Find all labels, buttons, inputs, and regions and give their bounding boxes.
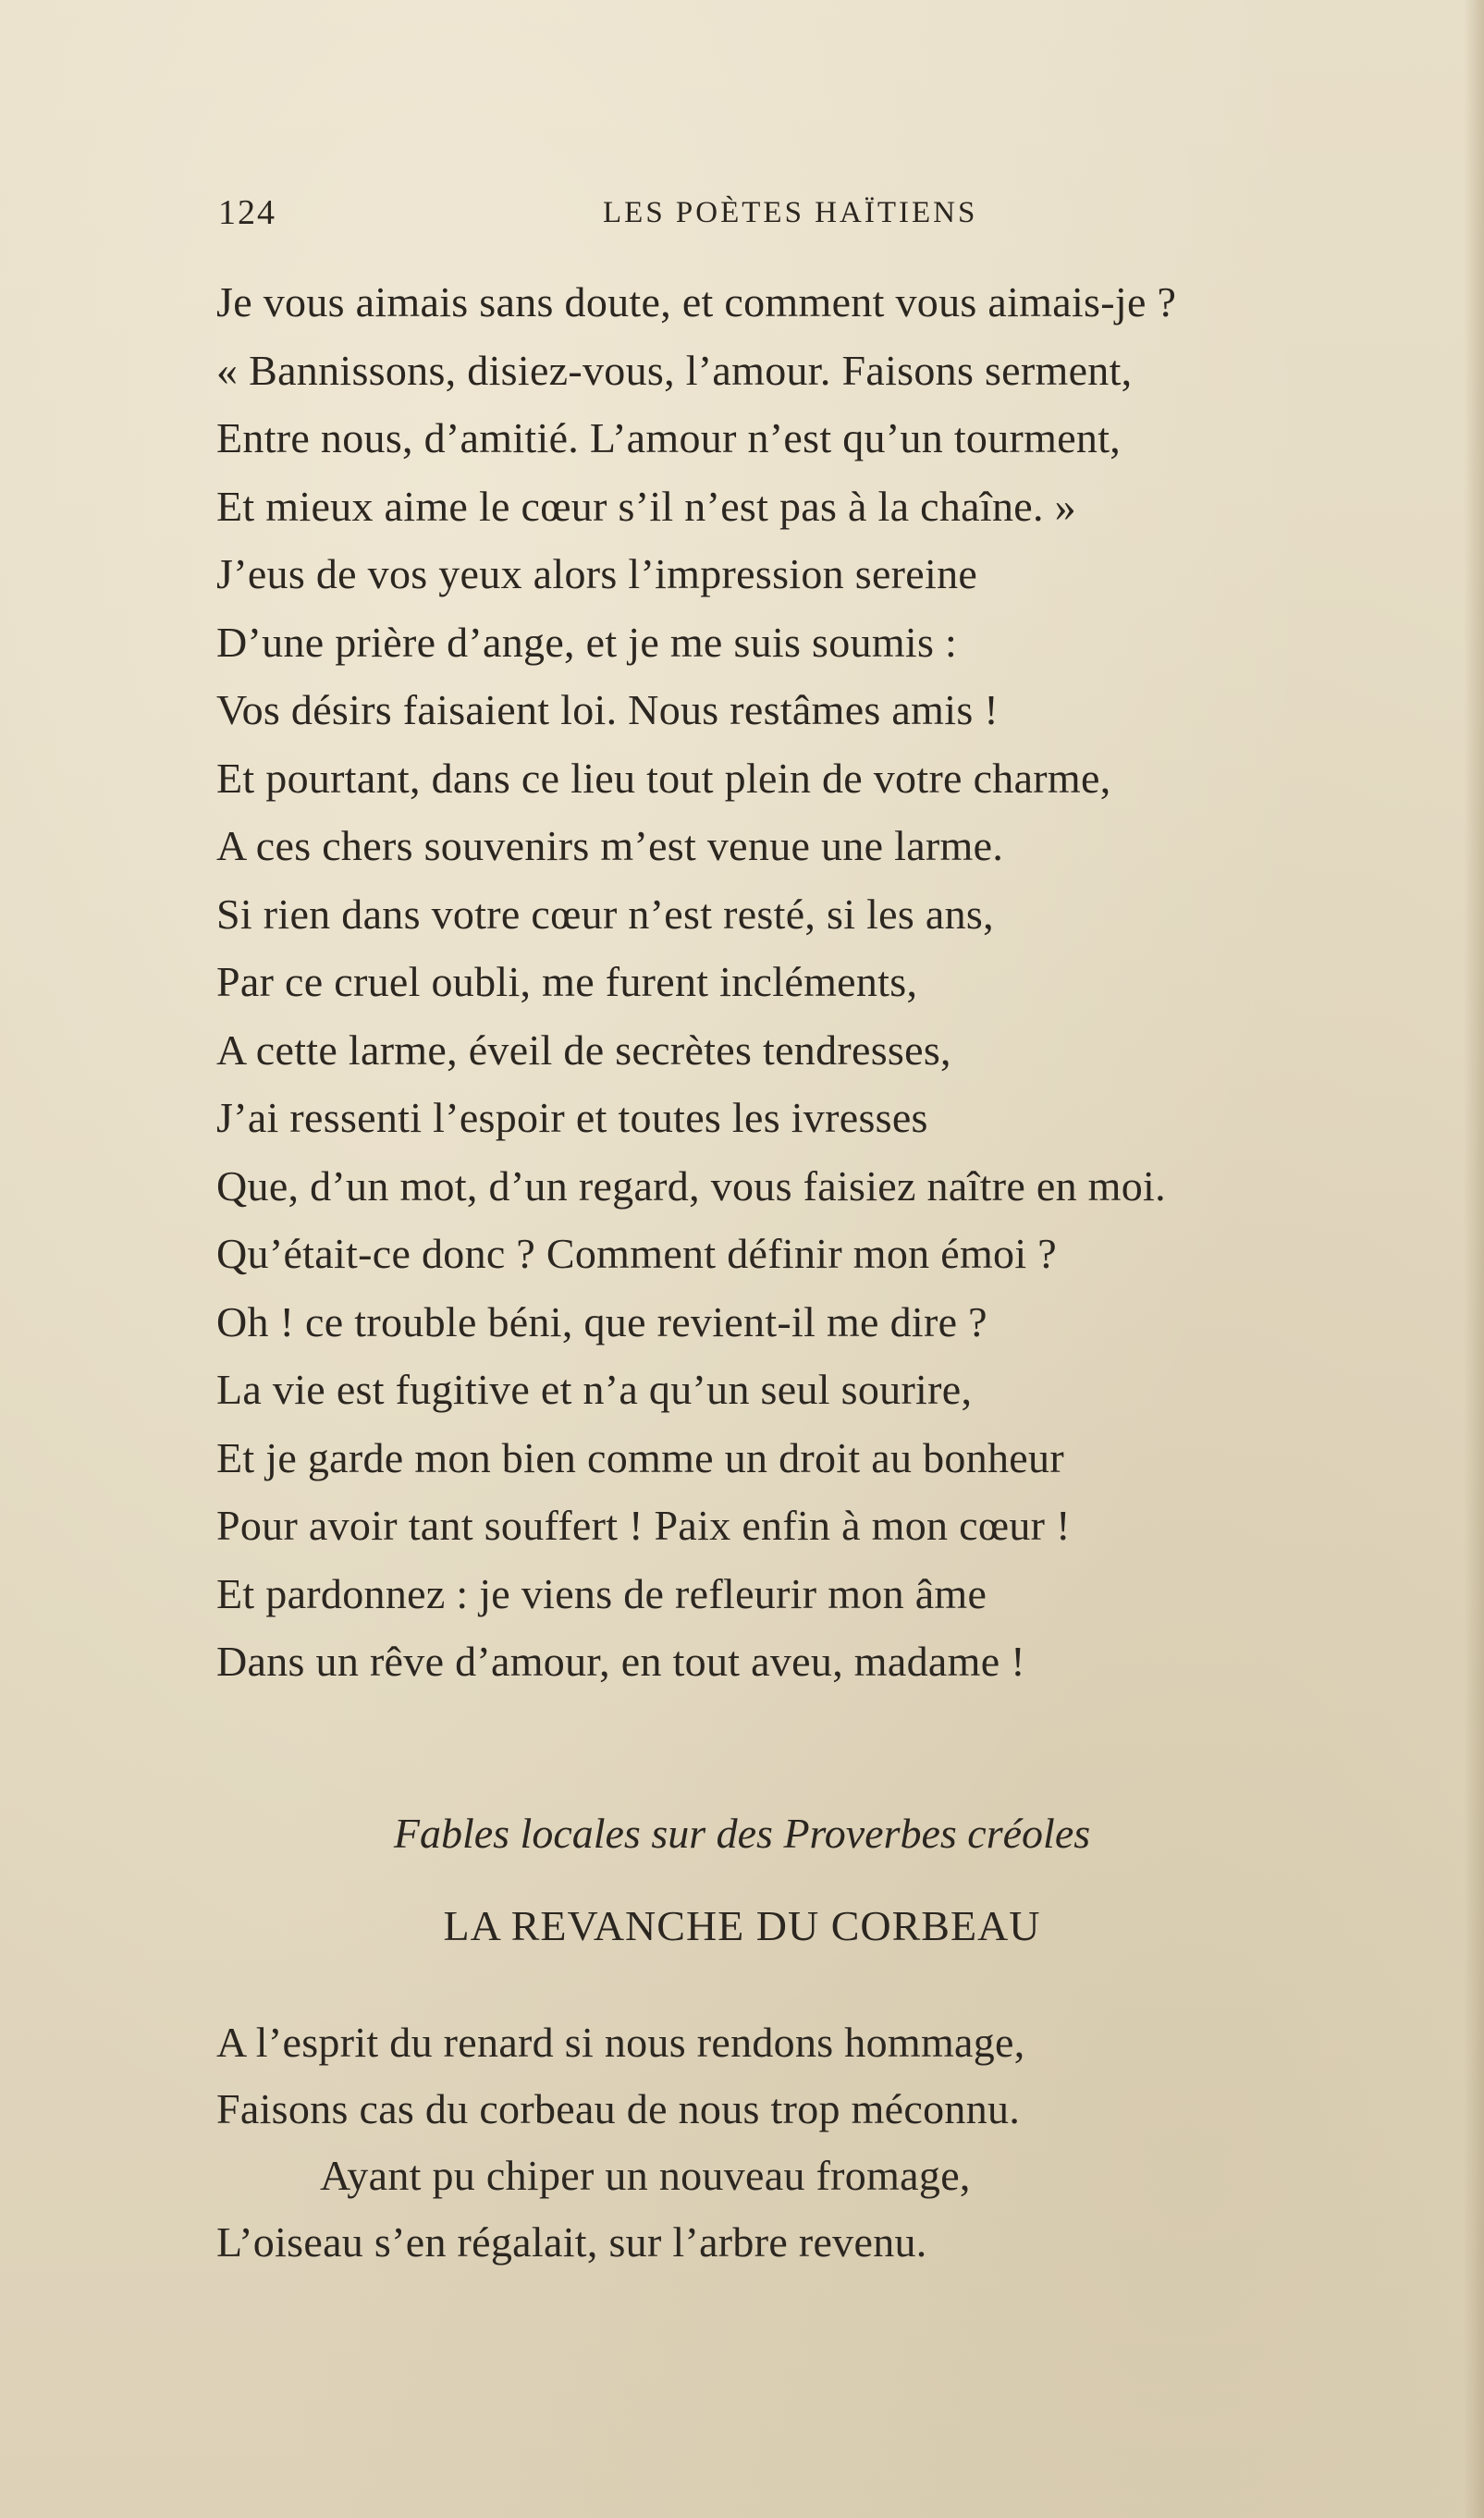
- verse-line: « Bannissons, disiez-vous, l’amour. Faisons serment,: [216, 346, 1133, 394]
- verse-line: Par ce cruel oubli, me furent incléments,: [216, 958, 918, 1005]
- verse-line: Et pourtant, dans ce lieu tout plein de votre charme,: [216, 754, 1111, 802]
- verse-line: La vie est fugitive et n’a qu’un seul sourire,: [216, 1366, 973, 1413]
- verse-line: Et pardonnez : je viens de refleurir mon âme: [216, 1569, 987, 1617]
- verse-line: A l’esprit du renard si nous rendons hommage,: [216, 2019, 1025, 2066]
- verse-line: Vos désirs faisaient loi. Nous restâmes amis !: [216, 686, 999, 733]
- verse-line: Et mieux aime le cœur s’il n’est pas à la chaîne. »: [216, 482, 1076, 530]
- verse-line: Faisons cas du corbeau de nous trop méconnu.: [216, 2085, 1021, 2132]
- fable-title: LA REVANCHE DU CORBEAU: [443, 1902, 1041, 1949]
- verse-line: J’ai ressenti l’espoir et toutes les ivresses: [216, 1094, 928, 1141]
- verse-line: Entre nous, d’amitié. L’amour n’est qu’un tourment,: [216, 414, 1122, 461]
- verse-line: Oh ! ce trouble béni, que revient-il me dire ?: [216, 1297, 987, 1345]
- section-heading: Fables locales sur des Proverbes créoles: [393, 1810, 1091, 1857]
- verse-line: Dans un rêve d’amour, en tout aveu, madame !: [216, 1638, 1025, 1685]
- verse-line: L’oiseau s’en régalait, sur l’arbre revenu.: [216, 2218, 927, 2266]
- verse-line: Je vous aimais sans doute, et comment vous aimais-je ?: [216, 278, 1177, 325]
- poem-stanza: [216, 268, 1455, 1696]
- running-head: [0, 185, 1484, 240]
- verse-line-indented: Ayant pu chiper un nouveau fromage,: [320, 2152, 971, 2199]
- verse-line: D’une prière d’ange, et je me suis soumis :: [216, 618, 958, 666]
- page-number: 124: [218, 193, 276, 232]
- verse-line: Qu’était-ce donc ? Comment définir mon émoi ?: [216, 1230, 1057, 1277]
- verse-line: A ces chers souvenirs m’est venue une larme.: [216, 822, 1004, 869]
- verse-line: Et je garde mon bien comme un droit au bonheur: [216, 1433, 1064, 1481]
- page-edge-shadow: [1464, 0, 1484, 2518]
- verse-line: Que, d’un mot, d’un regard, vous faisiez naître en moi.: [216, 1161, 1166, 1210]
- verse-line: J’eus de vos yeux alors l’impression sereine: [216, 550, 978, 597]
- fable-stanza: [216, 2009, 1455, 2276]
- running-title: LES POÈTES HAÏTIENS: [603, 196, 978, 229]
- verse-line: Si rien dans votre cœur n’est resté, si les ans,: [216, 890, 994, 938]
- verse-line: A cette larme, éveil de secrètes tendresses,: [216, 1026, 951, 1074]
- verse-line: Pour avoir tant souffert ! Paix enfin à mon cœur !: [216, 1502, 1071, 1549]
